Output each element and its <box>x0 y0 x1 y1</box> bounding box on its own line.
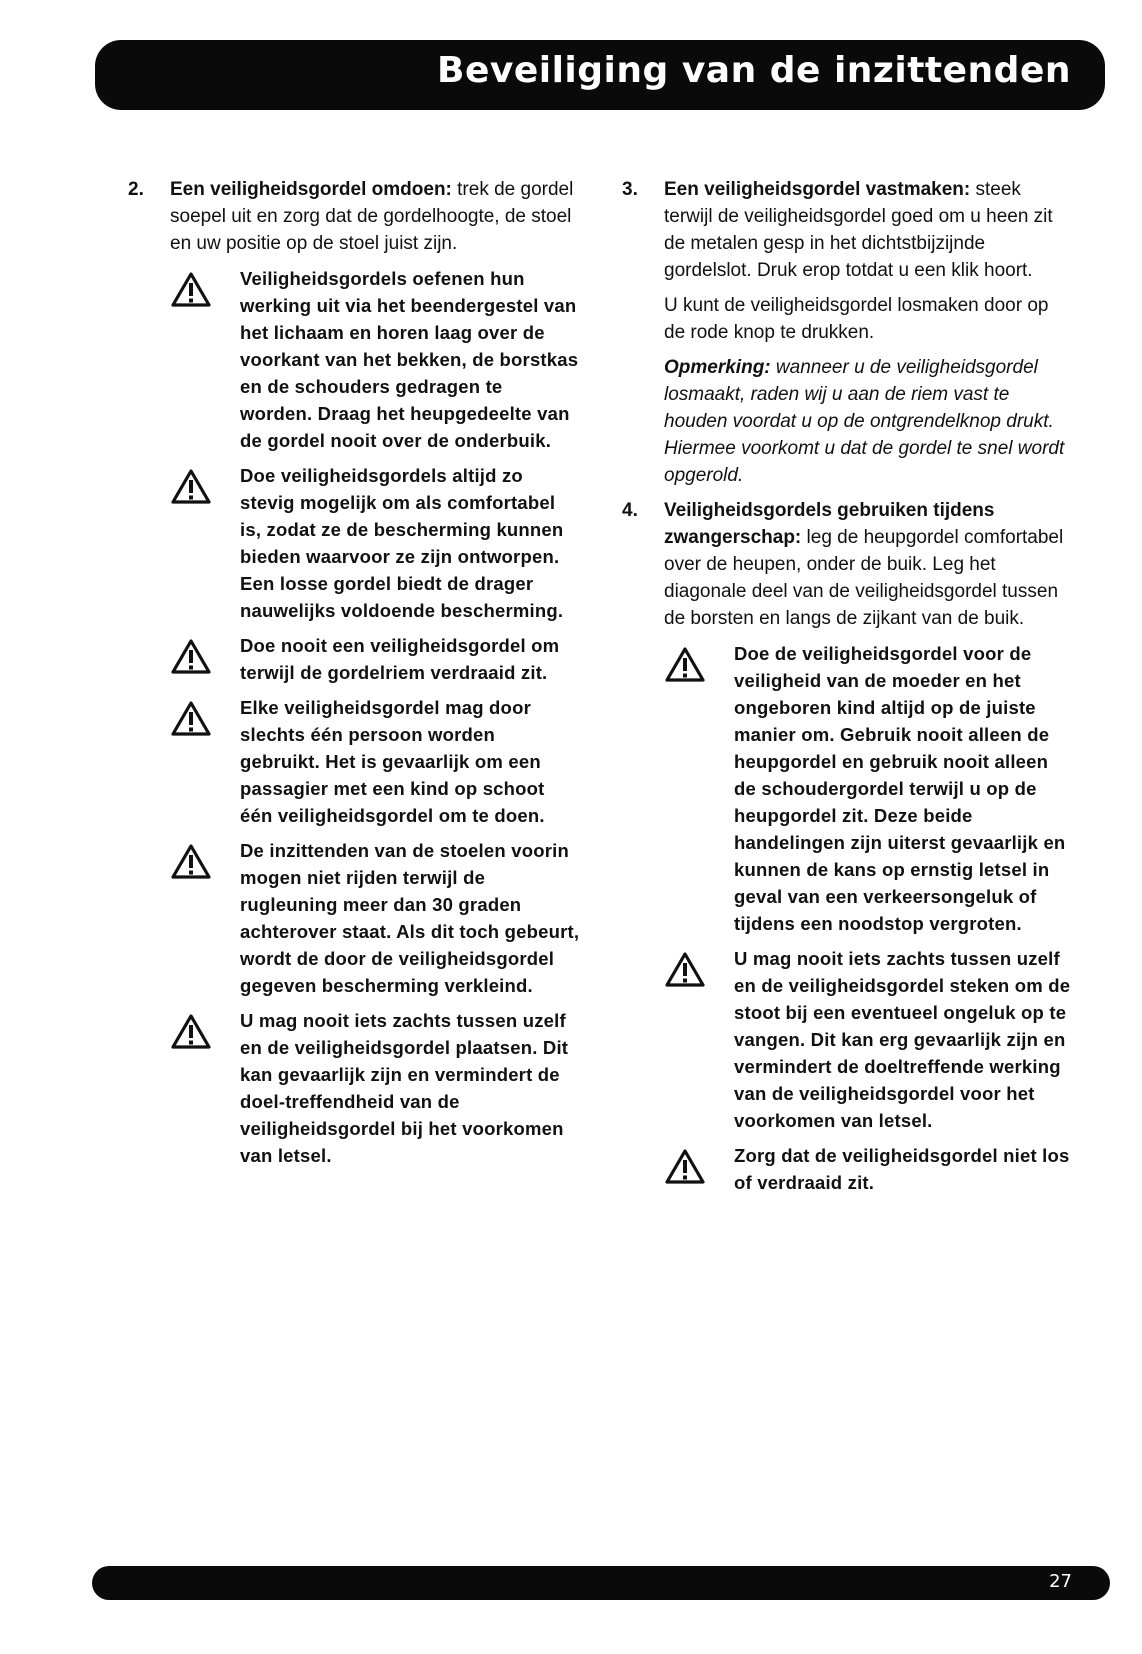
step-body: steek terwijl de veiligheidsgordel goed om u heen zit de metalen gesp in het dichtstbijzijnde gordelslot. Druk erop totdat u een klik hoort. <box>664 179 1053 281</box>
note-text: wanneer u de veiligheidsgordel losmaakt, raden wij u aan de riem vast te houden voordat u op de ontgrendelknop drukt. Hiermee voorkomt u dat de gordel te snel wordt opgerold. <box>664 357 1065 486</box>
footer-bar <box>92 1566 1110 1600</box>
page-title: Beveiliging van de inzittenden <box>437 50 1071 91</box>
step-4 <box>622 497 1074 1196</box>
release-text: U kunt de veiligheidsgordel losmaken door op de rode knop te drukken. <box>664 295 1049 343</box>
warning-triangle-icon <box>170 638 212 676</box>
warning-triangle-icon <box>170 468 212 506</box>
warning-block <box>170 1007 580 1169</box>
warning-triangle-icon <box>664 646 706 684</box>
warning-triangle-icon <box>170 1013 212 1051</box>
warning-text: Doe de veiligheidsgordel voor de veiligheid van de moeder en het ongeboren kind altijd op de juiste manier om. Gebruik nooit alleen de heupgordel en gebruik nooit alleen de schoudergordel terwijl u op de heupgordel zit. Deze beide handelingen zijn uiterst gevaarlijk en kunnen de kans op ernstig letsel in geval van een verkeersongeluk of tijdens een noodstop vergroten. <box>734 643 1066 934</box>
step-text <box>664 497 1074 632</box>
warning-triangle-icon <box>664 1148 706 1186</box>
warning-triangle-icon <box>664 951 706 989</box>
warning-text: U mag nooit iets zachts tussen uzelf en de veiligheidsgordel steken om de stoot bij een eventueel ongeluk op te vangen. Dit kan erg gevaarlijk zijn en vermindert de doeltreffende werking van de veiligheidsgordel voor het voorkomen van letsel. <box>734 948 1071 1131</box>
step-number: 3. <box>622 179 638 200</box>
warning-block <box>170 632 580 686</box>
warning-block <box>664 640 1074 937</box>
warning-block <box>664 1142 1074 1196</box>
step-text <box>170 176 580 257</box>
step-number: 4. <box>622 500 638 521</box>
step-text <box>664 176 1074 284</box>
warning-triangle-icon <box>170 271 212 309</box>
warning-block <box>664 945 1074 1134</box>
step-lead: Een veiligheidsgordel omdoen: <box>170 179 452 200</box>
warning-text: Doe nooit een veiligheidsgordel om terwijl de gordelriem verdraaid zit. <box>240 635 560 683</box>
warning-block <box>170 265 580 454</box>
warning-text: Doe veiligheidsgordels altijd zo stevig mogelijk om als comfortabel is, zodat ze de bescherming kunnen bieden waarvoor ze zijn ontworpen. Een losse gordel biedt de drager nauwelijks voldoende bescherming. <box>240 465 564 621</box>
warning-text: Zorg dat de veiligheidsgordel niet los of verdraaid zit. <box>734 1145 1070 1193</box>
warning-text: U mag nooit iets zachts tussen uzelf en de veiligheidsgordel plaatsen. Dit kan gevaarlijk zijn en vermindert de doel-treffendheid van de veiligheidsgordel bij het voorkomen van letsel. <box>240 1010 569 1166</box>
page-number: 27 <box>1049 1571 1072 1592</box>
warning-block <box>170 694 580 829</box>
warning-block <box>170 837 580 999</box>
note <box>664 354 1074 489</box>
warning-triangle-icon <box>170 700 212 738</box>
step-number: 2. <box>128 179 144 200</box>
warning-text: Elke veiligheidsgordel mag door slechts één persoon worden gebruikt. Het is gevaarlijk om een passagier met een kind op schoot één veiligheidsgordel om te doen. <box>240 697 545 826</box>
warning-text: De inzittenden van de stoelen voorin mogen niet rijden terwijl de rugleuning meer dan 30 graden achterover staat. Als dit toch gebeurt, wordt de door de veiligheidsgordel gegeven bescherming verkleind. <box>240 840 580 996</box>
step-lead: Veiligheidsgordels gebruiken tijdens zwangerschap: <box>664 500 995 548</box>
header-bar <box>95 40 1105 110</box>
step-body: trek de gordel soepel uit en zorg dat de gordelhoogte, de stoel en uw positie op de stoel juist zijn. <box>170 179 574 254</box>
step-lead: Een veiligheidsgordel vastmaken: <box>664 179 971 200</box>
note-label: Opmerking: <box>664 357 771 378</box>
warning-block <box>170 462 580 624</box>
left-column <box>128 176 580 1177</box>
step-body: leg de heupgordel comfortabel over de heupen, onder de buik. Leg het diagonale deel van de veiligheidsgordel tussen de borsten en langs de zijkant van de buik. <box>664 527 1064 629</box>
step-2 <box>128 176 580 1169</box>
right-column <box>622 176 1074 1204</box>
warning-triangle-icon <box>170 843 212 881</box>
step-3 <box>622 176 1074 489</box>
warning-text: Veiligheidsgordels oefenen hun werking uit via het beendergestel van het lichaam en horen laag over de voorkant van het bekken, de borstkas en de schouders gedragen te worden. Draag het heupgedeelte van de gordel nooit over de onderbuik. <box>240 268 579 451</box>
